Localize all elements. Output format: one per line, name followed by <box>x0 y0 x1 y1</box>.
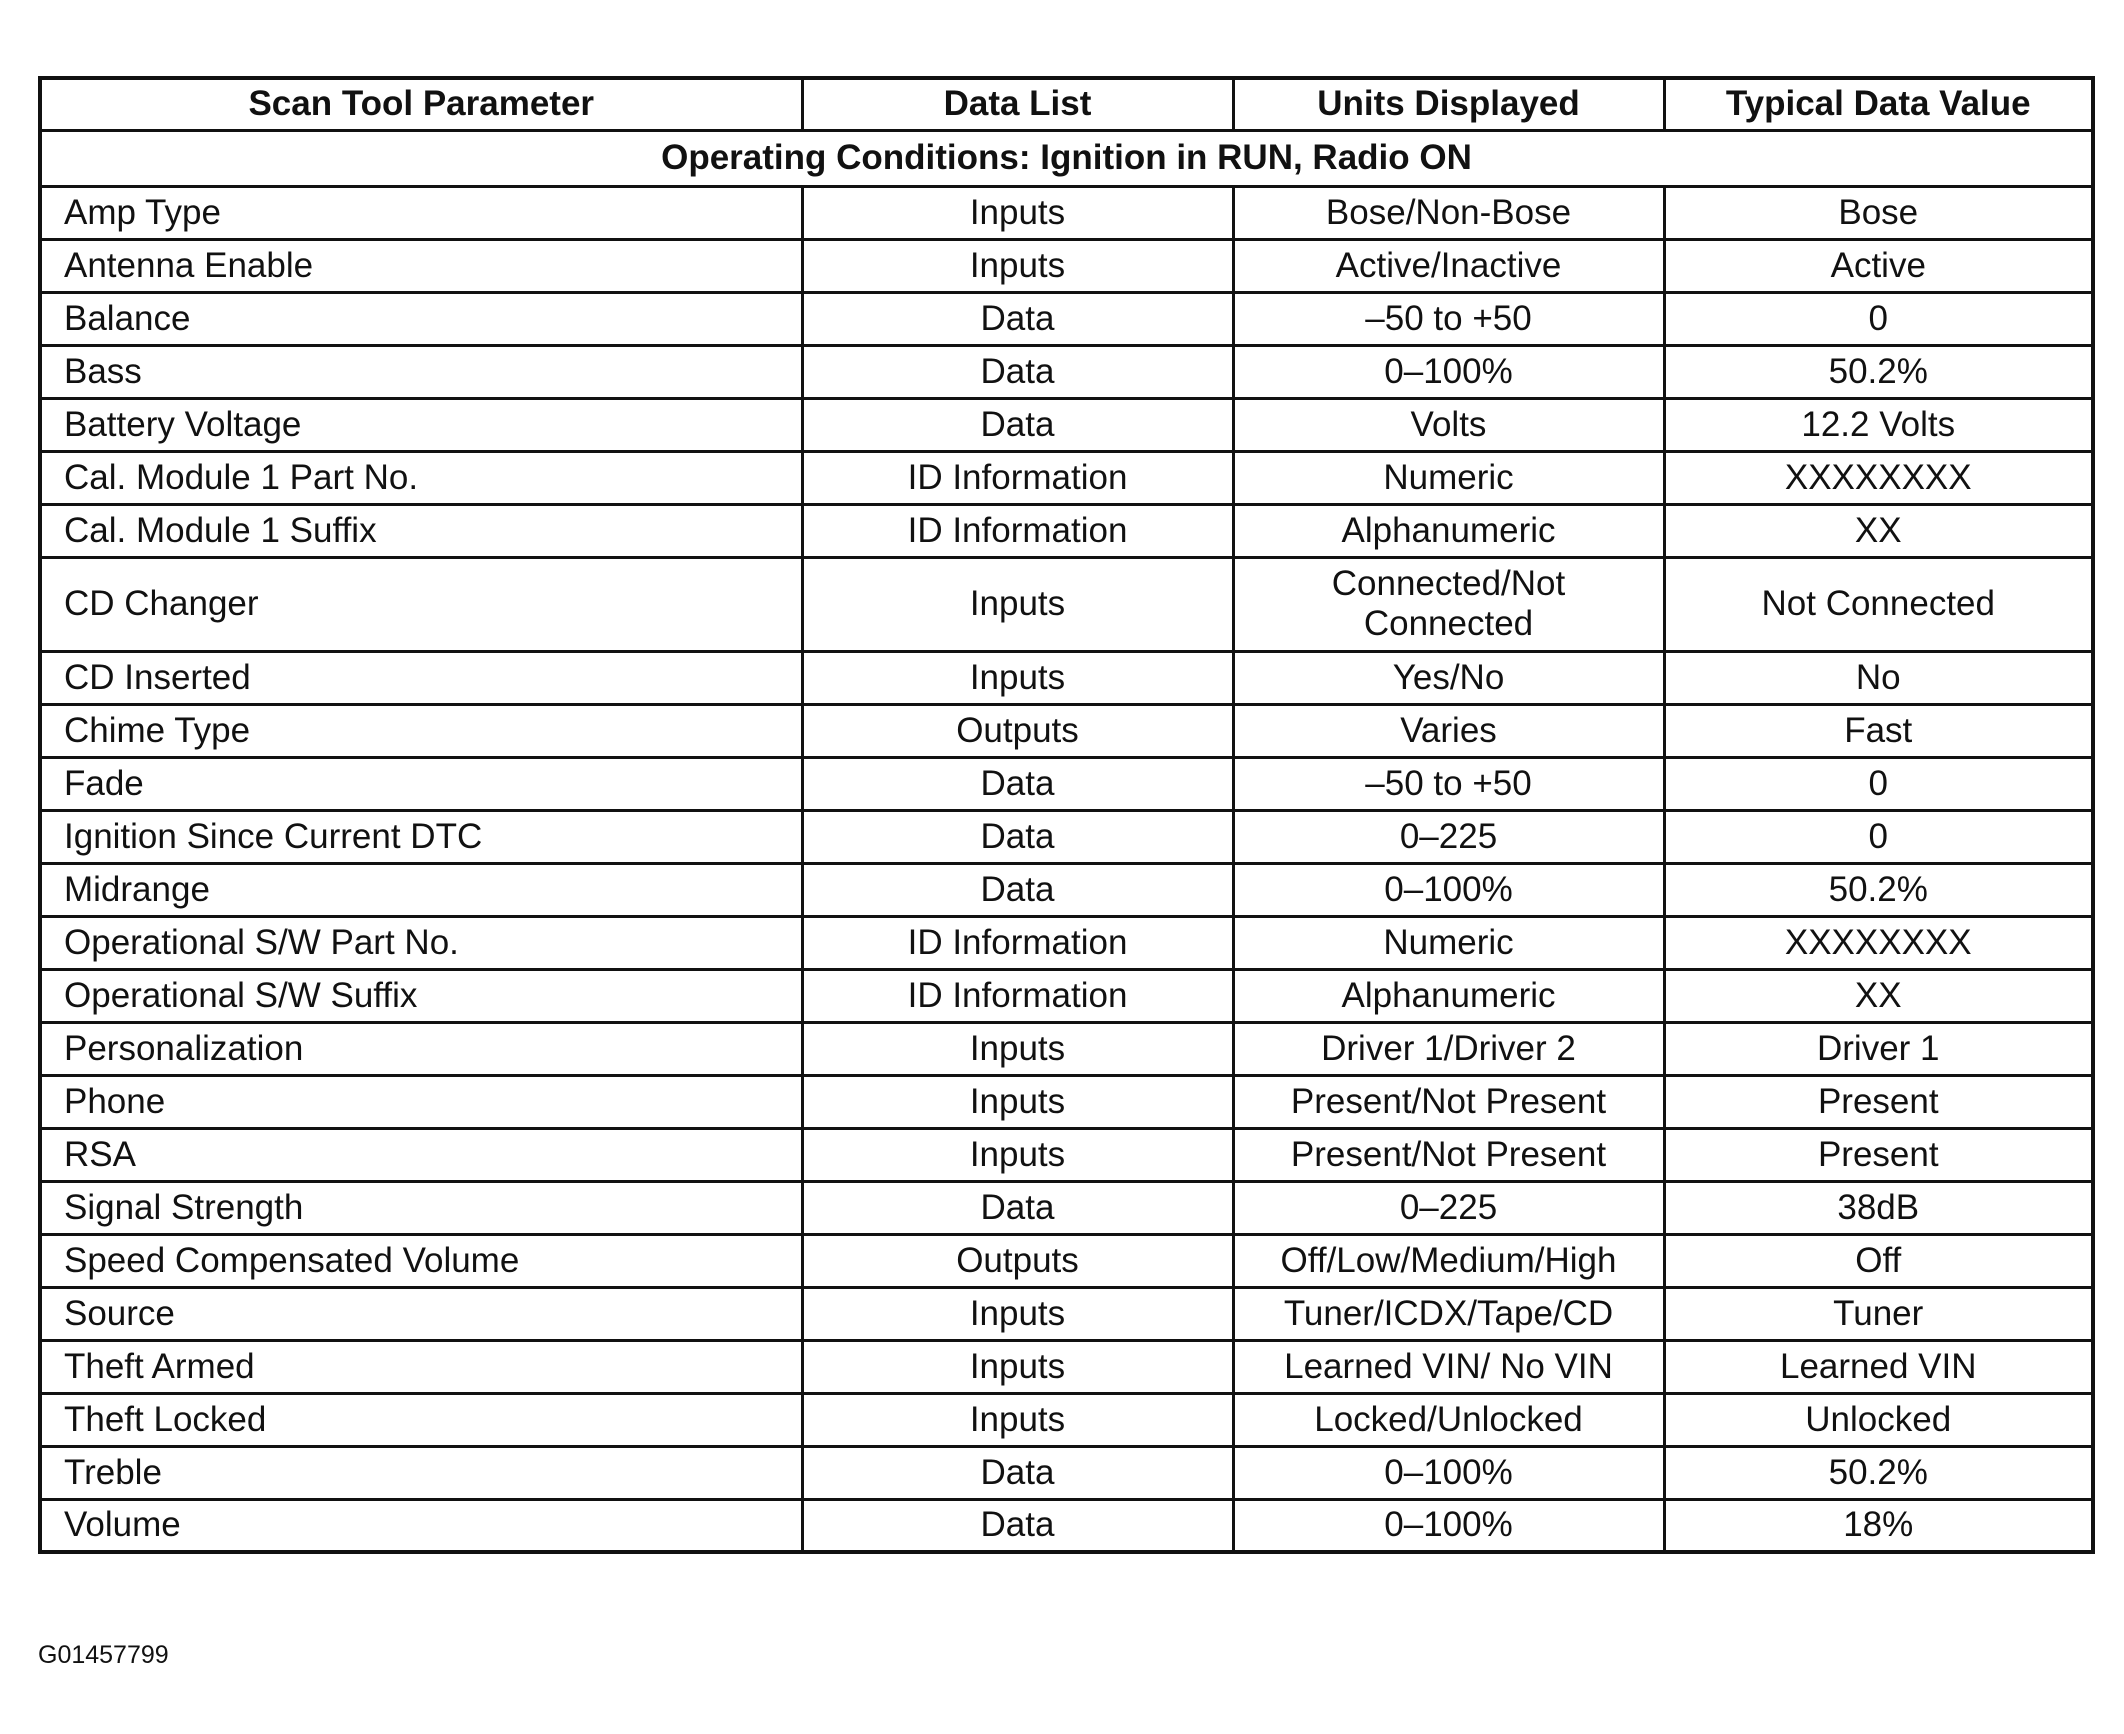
parameter-cell: CD Inserted <box>40 651 802 704</box>
parameter-cell: Theft Locked <box>40 1393 802 1446</box>
typical-value-cell: 50.2% <box>1664 863 2093 916</box>
typical-value-cell: 50.2% <box>1664 1446 2093 1499</box>
typical-value-cell: Present <box>1664 1075 2093 1128</box>
parameter-cell: Cal. Module 1 Suffix <box>40 504 802 557</box>
parameter-cell: Balance <box>40 292 802 345</box>
parameter-cell: Cal. Module 1 Part No. <box>40 451 802 504</box>
data-list-cell: Inputs <box>802 1287 1233 1340</box>
parameter-cell: CD Changer <box>40 557 802 651</box>
units-cell: 0–100% <box>1233 863 1664 916</box>
table-row <box>40 969 2093 1022</box>
data-list-cell: Inputs <box>802 186 1233 239</box>
units-cell: 0–225 <box>1233 1181 1664 1234</box>
parameter-cell: Fade <box>40 757 802 810</box>
units-cell: Tuner/ICDX/Tape/CD <box>1233 1287 1664 1340</box>
units-cell: Varies <box>1233 704 1664 757</box>
typical-value-cell: Learned VIN <box>1664 1340 2093 1393</box>
data-list-cell: Data <box>802 757 1233 810</box>
typical-value-cell: 12.2 Volts <box>1664 398 2093 451</box>
data-list-cell: Data <box>802 1499 1233 1552</box>
table-row <box>40 557 2093 651</box>
typical-value-cell: Fast <box>1664 704 2093 757</box>
units-cell: Volts <box>1233 398 1664 451</box>
units-cell: –50 to +50 <box>1233 292 1664 345</box>
units-cell: Locked/Unlocked <box>1233 1393 1664 1446</box>
parameter-cell: Ignition Since Current DTC <box>40 810 802 863</box>
table-row <box>40 1128 2093 1181</box>
parameter-cell: Theft Armed <box>40 1340 802 1393</box>
table-row <box>40 1022 2093 1075</box>
data-list-cell: Inputs <box>802 1022 1233 1075</box>
units-cell: Driver 1/Driver 2 <box>1233 1022 1664 1075</box>
table-row <box>40 916 2093 969</box>
table-row <box>40 292 2093 345</box>
table-row <box>40 186 2093 239</box>
units-cell: Connected/Not Connected <box>1233 557 1664 651</box>
data-list-cell: Data <box>802 292 1233 345</box>
header-scan-tool-parameter: Scan Tool Parameter <box>40 78 802 130</box>
header-typical-data-value: Typical Data Value <box>1664 78 2093 130</box>
typical-value-cell: Present <box>1664 1128 2093 1181</box>
parameter-cell: Operational S/W Part No. <box>40 916 802 969</box>
typical-value-cell: 38dB <box>1664 1181 2093 1234</box>
data-list-cell: Inputs <box>802 557 1233 651</box>
table-row <box>40 504 2093 557</box>
data-list-cell: Data <box>802 345 1233 398</box>
table-row <box>40 345 2093 398</box>
table-row <box>40 1340 2093 1393</box>
parameter-cell: Chime Type <box>40 704 802 757</box>
typical-value-cell: 50.2% <box>1664 345 2093 398</box>
table-row <box>40 1234 2093 1287</box>
units-cell: Numeric <box>1233 451 1664 504</box>
typical-value-cell: XXXXXXXX <box>1664 916 2093 969</box>
table-row <box>40 1446 2093 1499</box>
table-row <box>40 1499 2093 1552</box>
data-list-cell: Inputs <box>802 1128 1233 1181</box>
units-cell: 0–100% <box>1233 345 1664 398</box>
units-cell: Active/Inactive <box>1233 239 1664 292</box>
table-row <box>40 1075 2093 1128</box>
parameter-cell: Battery Voltage <box>40 398 802 451</box>
parameter-cell: RSA <box>40 1128 802 1181</box>
operating-conditions-row <box>40 130 2093 186</box>
units-cell: Learned VIN/ No VIN <box>1233 1340 1664 1393</box>
data-list-cell: ID Information <box>802 969 1233 1022</box>
table-row <box>40 1287 2093 1340</box>
parameter-cell: Antenna Enable <box>40 239 802 292</box>
parameter-cell: Amp Type <box>40 186 802 239</box>
units-cell: Alphanumeric <box>1233 504 1664 557</box>
units-cell: Present/Not Present <box>1233 1128 1664 1181</box>
table-row <box>40 239 2093 292</box>
data-list-cell: Inputs <box>802 1075 1233 1128</box>
table-header-row <box>40 78 2093 130</box>
parameter-cell: Treble <box>40 1446 802 1499</box>
table-row <box>40 757 2093 810</box>
typical-value-cell: Unlocked <box>1664 1393 2093 1446</box>
typical-value-cell: Bose <box>1664 186 2093 239</box>
data-list-cell: Data <box>802 863 1233 916</box>
data-list-cell: Outputs <box>802 1234 1233 1287</box>
operating-conditions: Operating Conditions: Ignition in RUN, Radio ON <box>40 130 2093 186</box>
units-cell: 0–100% <box>1233 1499 1664 1552</box>
typical-value-cell: Tuner <box>1664 1287 2093 1340</box>
units-cell: Alphanumeric <box>1233 969 1664 1022</box>
parameter-cell: Midrange <box>40 863 802 916</box>
table-row <box>40 451 2093 504</box>
parameter-cell: Speed Compensated Volume <box>40 1234 802 1287</box>
table-row <box>40 863 2093 916</box>
parameter-cell: Phone <box>40 1075 802 1128</box>
data-list-cell: Data <box>802 810 1233 863</box>
typical-value-cell: Off <box>1664 1234 2093 1287</box>
table-row <box>40 810 2093 863</box>
units-cell: Yes/No <box>1233 651 1664 704</box>
typical-value-cell: Active <box>1664 239 2093 292</box>
parameter-cell: Bass <box>40 345 802 398</box>
data-list-cell: Inputs <box>802 651 1233 704</box>
typical-value-cell: No <box>1664 651 2093 704</box>
data-list-cell: ID Information <box>802 504 1233 557</box>
data-list-cell: Inputs <box>802 1393 1233 1446</box>
parameter-cell: Volume <box>40 1499 802 1552</box>
parameter-cell: Personalization <box>40 1022 802 1075</box>
data-list-cell: Outputs <box>802 704 1233 757</box>
header-units-displayed: Units Displayed <box>1233 78 1664 130</box>
typical-value-cell: 0 <box>1664 292 2093 345</box>
parameter-cell: Source <box>40 1287 802 1340</box>
units-cell: 0–100% <box>1233 1446 1664 1499</box>
units-cell: 0–225 <box>1233 810 1664 863</box>
units-cell: –50 to +50 <box>1233 757 1664 810</box>
table-row <box>40 398 2093 451</box>
scan-tool-data-table <box>38 76 2095 1554</box>
table-row <box>40 704 2093 757</box>
typical-value-cell: XXXXXXXX <box>1664 451 2093 504</box>
parameter-cell: Operational S/W Suffix <box>40 969 802 1022</box>
table-row <box>40 1181 2093 1234</box>
data-list-cell: Inputs <box>802 239 1233 292</box>
units-cell: Off/Low/Medium/High <box>1233 1234 1664 1287</box>
data-list-cell: ID Information <box>802 451 1233 504</box>
typical-value-cell: Driver 1 <box>1664 1022 2093 1075</box>
units-cell: Numeric <box>1233 916 1664 969</box>
figure-id: G01457799 <box>38 1641 169 1669</box>
typical-value-cell: 0 <box>1664 757 2093 810</box>
data-list-cell: Data <box>802 1181 1233 1234</box>
table-row <box>40 651 2093 704</box>
typical-value-cell: XX <box>1664 969 2093 1022</box>
units-cell: Bose/Non-Bose <box>1233 186 1664 239</box>
data-list-cell: Inputs <box>802 1340 1233 1393</box>
data-list-cell: Data <box>802 1446 1233 1499</box>
units-cell: Present/Not Present <box>1233 1075 1664 1128</box>
parameter-cell: Signal Strength <box>40 1181 802 1234</box>
table-body <box>40 130 2093 1552</box>
data-list-cell: ID Information <box>802 916 1233 969</box>
header-data-list: Data List <box>802 78 1233 130</box>
table-row <box>40 1393 2093 1446</box>
typical-value-cell: 0 <box>1664 810 2093 863</box>
data-list-cell: Data <box>802 398 1233 451</box>
typical-value-cell: 18% <box>1664 1499 2093 1552</box>
typical-value-cell: XX <box>1664 504 2093 557</box>
typical-value-cell: Not Connected <box>1664 557 2093 651</box>
